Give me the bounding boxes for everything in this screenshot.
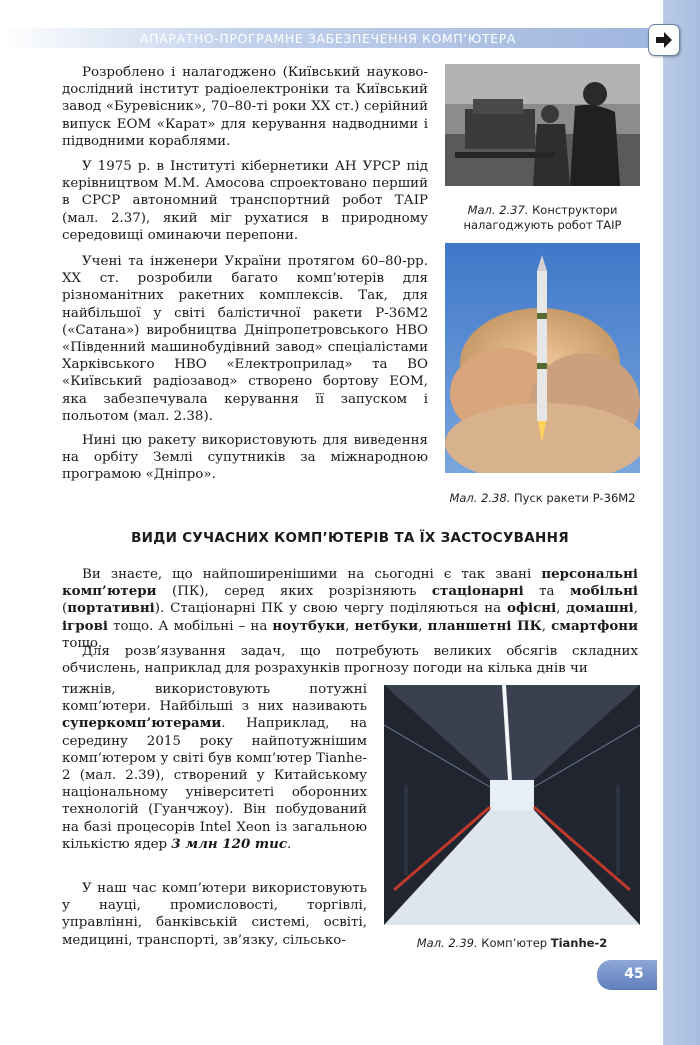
text-run: ). Стаціонарні ПК у свою чергу поділяються на	[154, 601, 508, 617]
term-mobile: мобільні	[570, 583, 639, 600]
text-run: ,	[556, 601, 567, 617]
text-run: (ПК), серед яких розрізняють	[156, 584, 432, 600]
photo-rocket-launch	[445, 243, 640, 473]
text-run: тощо.	[62, 635, 103, 651]
term-personal-computers: персональні комп’ютери	[62, 566, 638, 600]
term-gaming: ігрові	[62, 617, 108, 634]
paragraph-supercomputers	[62, 681, 367, 853]
caption-fig-2-38-text: Пуск ракети Р-36М2	[510, 491, 636, 505]
term-smartphones: смартфони	[551, 617, 639, 634]
term-laptops: ноутбуки	[272, 617, 346, 634]
term-office: офісні	[507, 600, 557, 617]
core-count: 3 млн 120 тис	[171, 835, 287, 852]
text-run: тощо. А мобільні – на	[107, 618, 273, 634]
caption-fig-2-38	[445, 491, 640, 506]
paragraph-rocket-computers: Учені та інженери України протягом 60–80-рр. XX ст. розробили багато комп’ютерів для різноманітних ракетних комплексів. Так, для найбільшої у світі балістичної ракети Р-36М2 («Сатана») виробництва Дніпропетровського НВО «Південний машинобудівний завод» спеціалістами Харківського НВО «Електроприлад» та ВО «Київський радіозавод» створено бортову ЕОМ, яка забезпечувала керування її запуском і польотом (мал. 2.38).	[62, 254, 428, 424]
text-run: ,	[345, 618, 355, 634]
paragraph-dnipro-program: Нині цю ракету використовують для виведення на орбіту Землі супутників за міжнародною програмою «Дніпро».	[62, 433, 428, 483]
caption-fig-2-37-label: Мал. 2.37.	[467, 203, 529, 217]
text-run: ,	[633, 601, 638, 617]
paragraph-karat: Розроблено і налагоджено (Київський науково-дослідний інститут радіоелектроніки та Київський завод «Буревісник», 70–80-ті роки XX ст.) серійний випуск ЕОМ «Карат» для керування надводними і підводними кораблями.	[62, 65, 428, 149]
text-run: .	[286, 836, 292, 852]
term-tablets: планшетні ПК	[427, 617, 542, 634]
running-header-title: АПАРАТНО-ПРОГРАМНЕ ЗАБЕЗПЕЧЕННЯ КОМП’ЮТЕРА	[140, 31, 516, 46]
caption-fig-2-39-label: Мал. 2.39.	[416, 936, 478, 950]
photo-tair-robot	[445, 64, 640, 186]
next-page-button[interactable]	[648, 24, 680, 56]
page-number: 45	[624, 966, 644, 982]
text-run: ,	[418, 618, 428, 634]
caption-fig-2-39	[384, 936, 640, 951]
side-strip	[663, 0, 700, 1045]
text-run: (	[62, 601, 68, 617]
caption-fig-2-39-text: Комп’ютер	[477, 936, 551, 950]
section-heading: ВИДИ СУЧАСНИХ КОМП’ЮТЕРІВ ТА ЇХ ЗАСТОСУВАННЯ	[131, 530, 569, 546]
text-run: Ви знаєте, що найпоширенішими на сьогодні є так звані	[82, 567, 542, 582]
caption-fig-2-39-bold: Tianhe-2	[550, 936, 608, 950]
caption-fig-2-37	[445, 203, 640, 233]
photo-tianhe-2	[384, 685, 640, 925]
caption-fig-2-38-label: Мал. 2.38.	[449, 491, 511, 505]
term-stationary: стаціонарні	[431, 583, 524, 600]
term-home: домашні	[566, 600, 634, 617]
arrow-right-icon	[653, 29, 675, 51]
paragraph-personal-computers	[62, 566, 638, 652]
text-run: ,	[541, 618, 552, 634]
term-netbooks: нетбуки	[354, 617, 419, 634]
paragraph-tair-robot: У 1975 р. в Інституті кібернетики АН УРСР під керівництвом М.М. Амосова спроектовано перший в СРСР автономний транспортний робот ТАІР (мал. 2.37), який міг рухатися в природному середовищі оминаючи перепони.	[62, 159, 428, 243]
text-run: . Наприклад, на середину 2015 року найпотужнішим комп’ютером у світі був комп’ютер Tianhe-2 (мал. 2.39), створений у Китайському національному університеті оборонних технологій (Гуанчжоу). Він побудований на базі процесорів Intel Xeon із загальною кількістю ядер	[62, 716, 367, 852]
text-run: та	[523, 584, 571, 600]
paragraph-supercomputers-intro: Для розв’язування задач, що потребують великих обсягів складних обчислень, наприклад для розрахунків прогнозу погоди на кілька днів чи	[62, 644, 638, 677]
term-portable: портативні	[67, 600, 155, 617]
term-supercomputers: суперкомп’ютерами	[62, 715, 222, 732]
paragraph-computer-applications: У наш час комп’ютери використовують у науці, промисловості, торгівлі, управлінні, банківській системі, освіті, медицині, транспорті, зв’язку, сільсько-	[62, 881, 367, 948]
caption-fig-2-37-text: Конструктори налагоджують робот ТАІР	[463, 203, 622, 232]
text-run: тижнів, використовують потужні комп’ютери. Найбільші з них називають	[62, 682, 367, 715]
